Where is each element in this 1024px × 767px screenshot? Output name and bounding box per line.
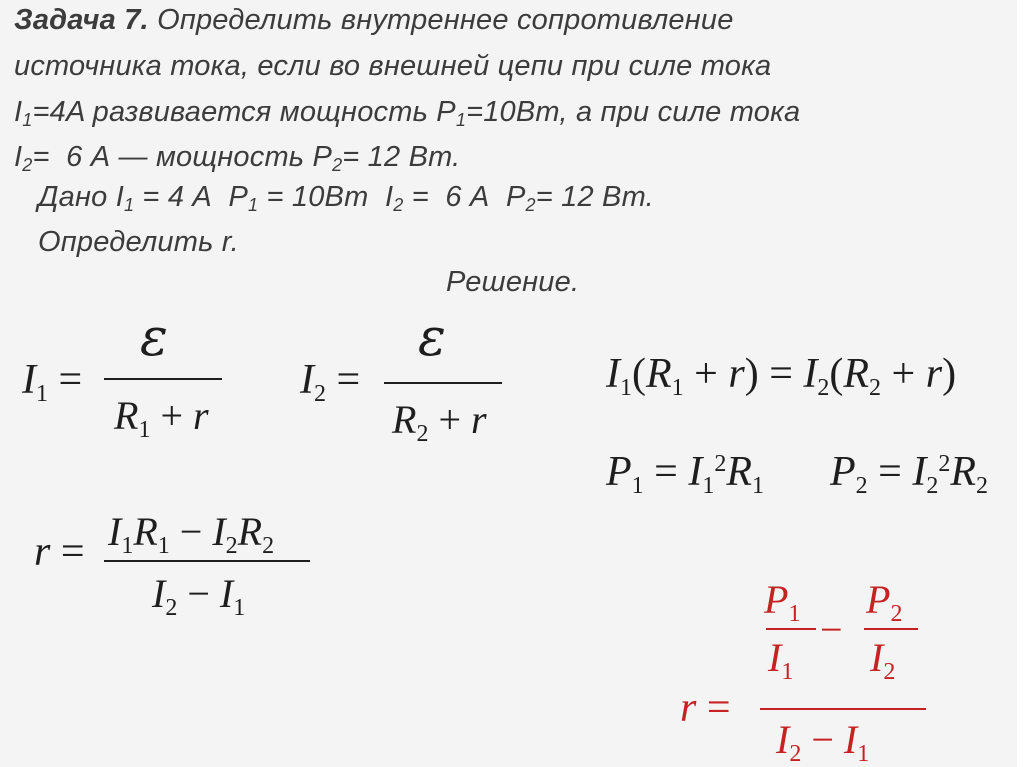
task-title: Задача 7. (14, 4, 149, 36)
formula-i1-lhs: $I_1$ = (22, 357, 83, 407)
formula-r-lhs: r = (34, 529, 85, 575)
formula-i2-lhs: $I_2$ = (300, 357, 361, 407)
fraction-bar-r (104, 560, 310, 562)
red-i1: $I_1$ (768, 635, 794, 685)
red-minus: − (820, 607, 843, 652)
red-denominator: $I_2 - I_1$ (776, 717, 870, 767)
red-bar-p1 (766, 628, 816, 630)
task-line-1-text: Определить внутреннее сопротивление (157, 4, 734, 36)
formula-i2-denominator: $R_2 + r$ (392, 397, 487, 447)
find-line: Определить r. (38, 226, 239, 258)
formula-r-numerator: $I_1R_1 - I_2R_2$ (108, 509, 275, 559)
red-bar-p2 (864, 628, 918, 630)
solution-heading: Решение. (446, 266, 580, 298)
red-p2: $P_2$ (866, 577, 903, 627)
formula-p2: $P_2 = I_2^2R_2$ (830, 449, 988, 499)
formula-equality: $I_1(R_1 + r) = I_2(R_2 + r)$ (606, 351, 957, 401)
task-line-4: $I_2= 6$ А — мощность $P_2= 12$ Вт. (14, 141, 461, 175)
red-i2: $I_2$ (870, 635, 896, 685)
emf-symbol-2: ε (418, 308, 446, 368)
red-main-bar (760, 708, 926, 710)
task-line-3: $I_1=4A$ развивается мощность $P_1=10Вт$, а при силе тока (14, 96, 801, 130)
task-line-1 (14, 4, 734, 37)
page-frame (1017, 0, 1024, 767)
red-p1: $P_1$ (764, 577, 801, 627)
formula-i1-denominator: $R_1 + r$ (114, 393, 209, 443)
formula-p1: $P_1 = I_1^2R_1$ (606, 449, 764, 499)
fraction-bar-1 (104, 378, 222, 380)
fraction-bar-2 (384, 382, 502, 384)
task-line-2: источника тока, если во внешней цепи при силе тока (14, 50, 772, 82)
emf-symbol-1: ε (140, 308, 168, 368)
red-r-lhs: r = (680, 685, 731, 731)
formula-r-denominator: $I_2 - I_1$ (152, 571, 246, 621)
given-line: Дано $I_1 = 4$ А $P_1 = 10Вт$ $I_2 = 6$ А $P_2= 12$ Вт. (38, 181, 654, 215)
